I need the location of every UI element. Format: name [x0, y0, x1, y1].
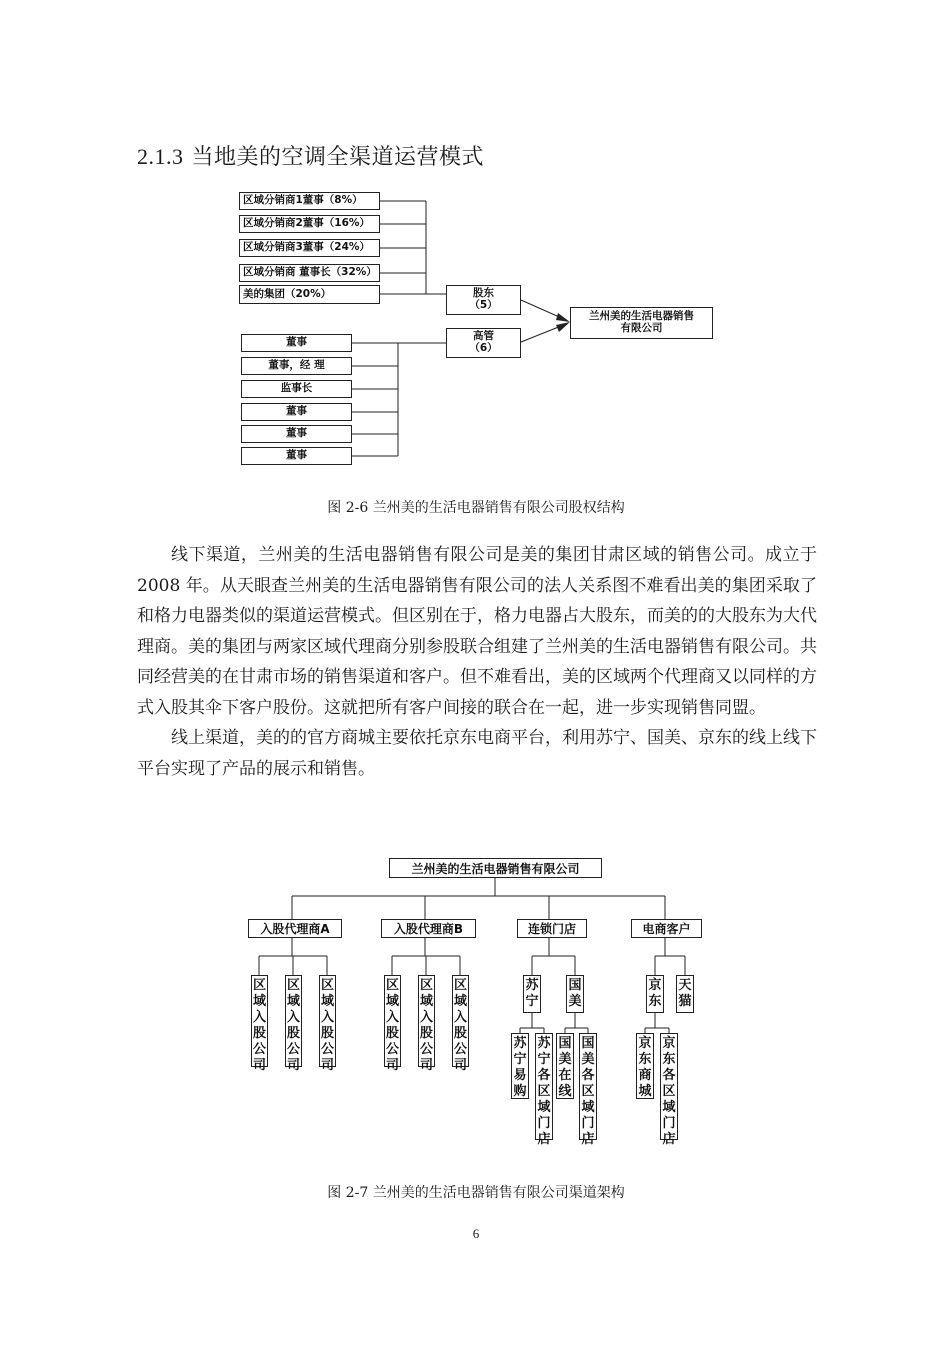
ecommerce-box: 电商客户: [631, 919, 702, 938]
shareholder-box: 美的集团（20%）: [239, 285, 380, 304]
regional-share-company-box: 区 域 入 股 公 司: [251, 975, 268, 1067]
section-title: 当地美的空调全渠道运营模式: [191, 145, 485, 170]
root-company-box: 兰州美的生活电器销售有限公司: [389, 858, 602, 878]
shareholders-label: 股东: [473, 287, 494, 300]
company-box: [570, 307, 713, 339]
suning-stores-box: 苏 宁 各 区 域 门 店: [535, 1033, 553, 1140]
executive-box: 监事长: [241, 380, 352, 398]
shareholder-box: 区域分销商1董事（8%）: [239, 192, 380, 210]
jd-stores-box: 京 东 各 区 域 门 店: [660, 1033, 678, 1140]
company-name-line-2: 有限公司: [620, 322, 663, 334]
executive-box: 董事: [241, 403, 352, 421]
executive-box: 董事: [241, 447, 352, 465]
channel-connector-lines: [245, 856, 715, 1146]
gome-box: 国 美: [566, 975, 584, 1013]
shareholder-box: 区域分销商3董事（24%）: [239, 239, 380, 257]
regional-share-company-box: 区 域 入 股 公 司: [285, 975, 302, 1067]
channel-structure-diagram: [245, 856, 715, 1146]
chain-stores-box: 连锁门店: [517, 919, 587, 938]
jd-box: 京 东: [646, 975, 664, 1013]
executive-box: 董事: [241, 425, 352, 443]
tmall-box: 天 猫: [676, 975, 694, 1013]
shareholders-count: （5）: [469, 299, 498, 311]
shareholder-box: 区域分销商2董事（16%）: [239, 215, 380, 233]
regional-share-company-box: 区 域 入 股 公 司: [319, 975, 336, 1067]
equity-structure-diagram: [236, 192, 716, 468]
suning-box: 苏 宁: [523, 975, 541, 1013]
regional-share-company-box: 区 域 入 股 公 司: [384, 975, 401, 1067]
shareholders-count-box: [446, 285, 521, 315]
jd-mall-box: 京 东 商 城: [636, 1033, 654, 1099]
regional-share-company-box: 区 域 入 股 公 司: [452, 975, 469, 1067]
paragraph: 线上渠道，美的的官方商城主要依托京东电商平台，利用苏宁、国美、京东的线上线下平台实现了产品的展示和销售。: [137, 728, 817, 779]
gome-stores-box: 国 美 各 区 域 门 店: [579, 1033, 597, 1140]
figure-caption: 图 2-7 兰州美的生活电器销售有限公司渠道架构: [327, 1185, 625, 1201]
company-name-line-1: 兰州美的生活电器销售: [589, 310, 694, 323]
executives-label: 高管: [473, 330, 494, 343]
gome-online-box: 国 美 在 线: [556, 1033, 574, 1099]
suning-online-box: 苏 宁 易 购: [511, 1033, 529, 1099]
page-number: 6: [472, 1226, 480, 1241]
paragraph: 线下渠道，兰州美的生活电器销售有限公司是美的集团甘肃区域的销售公司。成立于 2008 年。从天眼查兰州美的生活电器销售有限公司的法人关系图不难看出美的集团采取了和格力电器类似的渠道运营模式。但区别在于，格力电器占大股东，而美的的大股东为大代理商。美的集团与两家区域代理商分别参股联合组建了兰州美的生活电器销售有限公司。共同经营美的在甘肃市场的销售渠道和客户。但不难看出，美的区域两个代理商又以同样的方式入股其伞下客户股份。这就把所有客户间接的联合在一起，进一步实现销售同盟。: [137, 545, 817, 718]
executive-box: 董事，经 理: [241, 357, 352, 375]
executive-box: 董事: [241, 334, 352, 352]
regional-share-company-box: 区 域 入 股 公 司: [418, 975, 435, 1067]
body-text: [137, 540, 817, 784]
executives-count: （6）: [469, 342, 498, 354]
agent-b-box: 入股代理商B: [381, 919, 476, 938]
executives-count-box: [446, 328, 521, 358]
section-heading: [137, 140, 484, 171]
figure-caption: 图 2-6 兰州美的生活电器销售有限公司股权结构: [327, 500, 625, 516]
section-number: 2.1.3: [137, 144, 184, 169]
shareholder-box: 区域分销商 董事长（32%）: [239, 264, 380, 282]
agent-a-box: 入股代理商A: [248, 919, 342, 938]
